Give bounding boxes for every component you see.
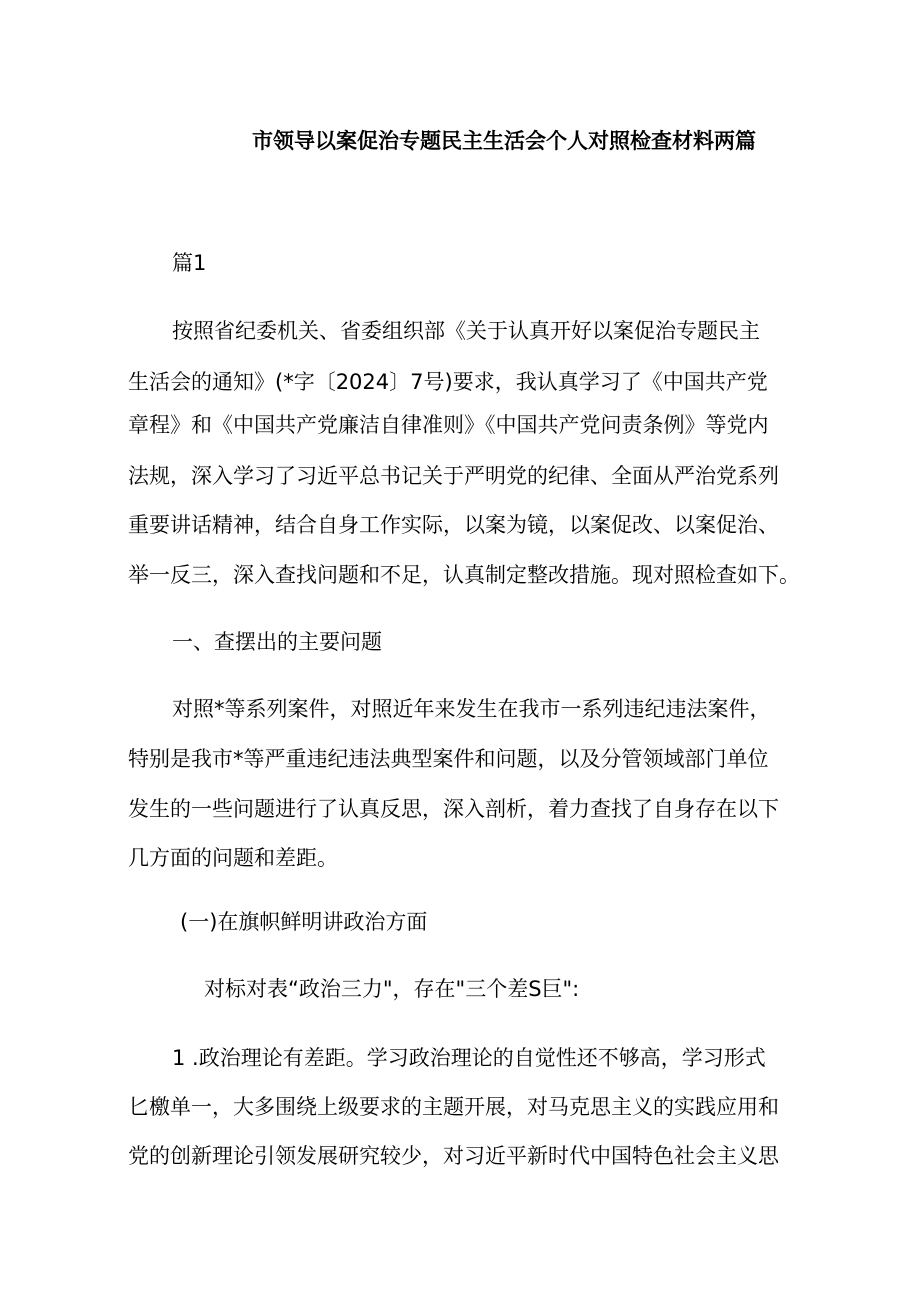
section-label: 篇1 xyxy=(172,251,207,275)
paragraph-line: 特别是我市*等严重违纪违法典型案件和问题，以及分管领域部门单位 xyxy=(128,747,769,771)
paragraph-line: 匕檄单一，大多围绕上级要求的主题开展，对马克思主义的实践应用和 xyxy=(128,1095,779,1119)
paragraph-line: 举一反三，深入查找问题和不足，认真制定整改措施。现对照检查如下。 xyxy=(128,563,800,587)
paragraph-line: 按照省纪委机关、省委组织部《关于认真开好以案促治专题民主 xyxy=(172,319,760,343)
subsection-intro: 对标对表“政治三力"，存在"三个差S巨": xyxy=(204,977,580,1001)
paragraph-line: 发生的一些问题进行了认真反思，深入剖析，着力查找了自身存在以下 xyxy=(128,797,779,821)
paragraph-line: 对照*等系列案件，对照近年来发生在我市一系列违纪违法案件， xyxy=(172,697,771,721)
paragraph-line: 党的创新理论引领发展研究较少，对习近平新时代中国特色社会主义思 xyxy=(128,1144,779,1168)
subsection-heading: (一)在旗帜鲜明讲政治方面 xyxy=(180,910,428,934)
paragraph-line: 法规，深入学习了习近平总书记关于严明党的纪律、全面从严治党系列 xyxy=(128,464,779,488)
paragraph-line: 1 .政治理论有差距。学习政治理论的自觉性还不够高，学习形式 xyxy=(172,1046,766,1070)
section-heading: 一、查摆出的主要问题 xyxy=(172,630,382,654)
paragraph-line: 几方面的问题和差距。 xyxy=(128,846,338,870)
paragraph-line: 生活会的通知》(*字〔2024〕7号)要求，我认真学习了《中国共产党 xyxy=(128,370,768,394)
paragraph-line: 重要讲话精神，结合自身工作实际，以案为镜，以案促改、以案促治、 xyxy=(128,513,779,537)
document-title: 市领导以案促治专题民主生活会个人对照检查材料两篇 xyxy=(252,129,756,153)
paragraph-line: 章程》和《中国共产党廉洁自律准则》《中国共产党问责条例》等党内 xyxy=(128,413,769,437)
